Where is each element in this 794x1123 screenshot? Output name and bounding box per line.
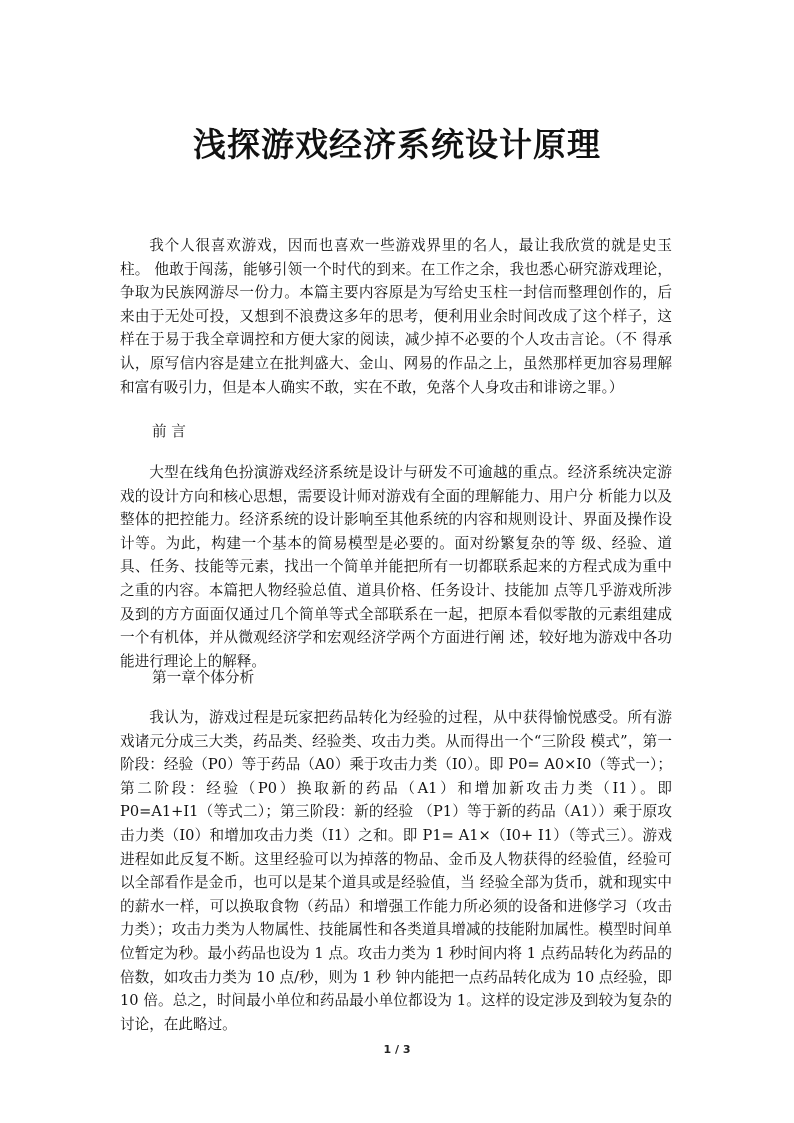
preface-paragraph: 大型在线角色扮演游戏经济系统是设计与研发不可逾越的重点。经济系统决定游戏的设计方向和核心思想，需要设计师对游戏有全面的理解能力、用户分 析能力以及整体的把控能力。经济系统的设计影响至其他系统的内容和规则设计、界面及操作设计等。为此，构建一个基本的简易模型是必要的。面对纷繁复杂的等 级、经验、道具、任务、技能等元素，找出一个简单并能把所有一切都联系起来的方程式成为重中之重的内容。本篇把人物经验总值、道具价格、任务设计、技能加 点等几乎游戏所涉及到的方方面面仅通过几个简单等式全部联系在一起，把原本看似零散的元素组建成一个有机体，并从微观经济学和宏观经济学两个方面进行阐 述，较好地为游戏中各功能进行理论上的解释。 bbox=[120, 464, 672, 670]
document-title: 浅探游戏经济系统设计原理 bbox=[193, 125, 601, 164]
page-number: 1 / 3 bbox=[383, 1043, 411, 1056]
preface-heading: 前 言 bbox=[152, 423, 186, 440]
intro-paragraph: 我个人很喜欢游戏，因而也喜欢一些游戏界里的名人，最让我欣赏的就是史玉柱。 他敢于闯荡，能够引领一个时代的到来。在工作之余，我也悉心研究游戏理论，争取为民族网游尽一份力。本篇主要内容原是为写给史玉柱一封信而整理创作的，后 来由于无处可投，又想到不浪费这多年的思考，便利用业余时间改成了这个样子，这样在于易于我全章调控和方便大家的阅读，减少掉不必要的个人攻击言论。（不 得承认，原写信内容是建立在批判盛大、金山、网易的作品之上，虽然那样更加容易理解和富有吸引力，但是本人确实不敢，实在不敢，免落个人身攻击和诽谤之罪。） bbox=[120, 237, 672, 396]
chapter-one-paragraph: 我认为，游戏过程是玩家把药品转化为经验的过程，从中获得愉悦感受。所有游戏诸元分成三大类，药品类、经验类、攻击力类。从而得出一个“三阶段 模式”，第一阶段：经验（P0）等于药品（A0）乘于攻击力类（I0）。即 P0= A0×I0（等式一）；第二阶段：经验（P0）换取新的药品（A1）和增加新攻击力类（I1）。即 P0=A1+I1（等式二）；第三阶段：新的经验 （P1）等于新的药品（A1））乘于原攻击力类（I0）和增加攻击力类（I1）之和。即 P1= A1×（I0+ I1）（等式三）。游戏进程如此反复不断。这里经验可以为掉落的物品、金币及人物获得的经验值，经验可以全部看作是金币，也可以是某个道具或是经验值，当 经验全部为货币，就和现实中的薪水一样，可以换取食物（药品）和增强工作能力所必须的设备和进修学习（攻击力类）；攻击力类为人物属性、技能属性和各类道具增减的技能附加属性。模型时间单位暂定为秒。最小药品也设为 1 点。攻击力类为 1 秒时间内将 1 点药品转化为药品的倍数，如攻击力类为 10 点/秒，则为 1 秒 钟内能把一点药品转化成为 10 点经验，即 10 倍。总之，时间最小单位和药品最小单位都设为 1。这样的设定涉及到较为复杂的讨论，在此略过。 bbox=[120, 709, 672, 1033]
chapter-one-heading: 第一章个体分析 bbox=[152, 669, 255, 686]
